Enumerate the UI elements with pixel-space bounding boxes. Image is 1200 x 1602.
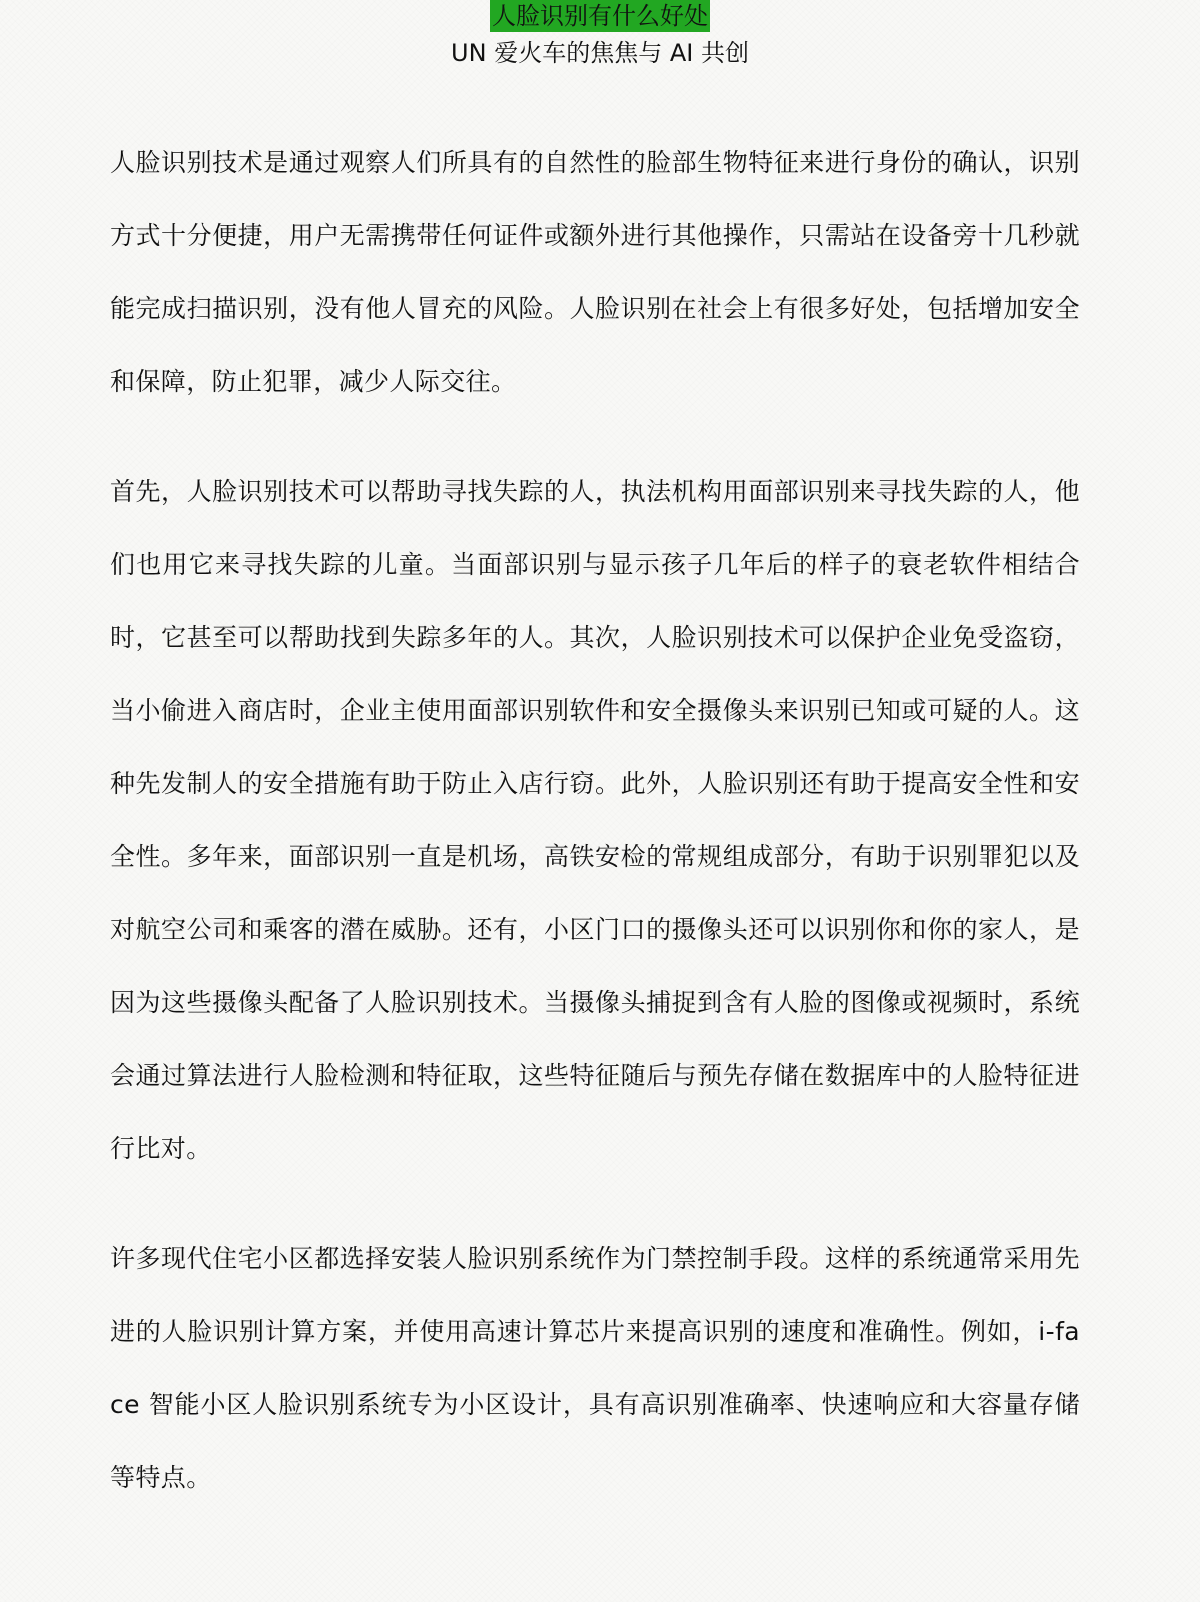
- document-title: 人脸识别有什么好处: [492, 2, 708, 30]
- paragraph-intro: 人脸识别技术是通过观察人们所具有的自然性的脸部生物特征来进行身份的确认，识别方式十分便捷，用户无需携带任何证件或额外进行其他操作，只需站在设备旁十几秒就能完成扫描识别，没有他人冒充的风险。人脸识别在社会上有很多好处，包括增加安全和保障，防止犯罪，减少人际交往。: [110, 148, 1080, 396]
- paragraph-benefits: 首先，人脸识别技术可以帮助寻找失踪的人，执法机构用面部识别来寻找失踪的人，他们也用它来寻找失踪的儿童。当面部识别与显示孩子几年后的样子的衰老软件相结合时，它甚至可以帮助找到失踪多年的人。其次，人脸识别技术可以保护企业免受盗窃，当小偷进入商店时，企业主使用面部识别软件和安全摄像头来识别已知或可疑的人。这种先发制人的安全措施有助于防止入店行窃。此外，人脸识别还有助于提高安全性和安全性。多年来，面部识别一直是机场，高铁安检的常规组成部分，有助于识别罪犯以及对航空公司和乘客的潜在威胁。还有，小区门口的摄像头还可以识别你和你的家人，是因为这些摄像头配备了人脸识别技术。当摄像头捕捉到含有人脸的图像或视频时，系统会通过算法进行人脸检测和特征取，这些特征随后与预先存储在数据库中的人脸特征进行比对。: [110, 477, 1080, 1163]
- paragraph-residential: 许多现代住宅小区都选择安装人脸识别系统作为门禁控制手段。这样的系统通常采用先进的人脸识别计算方案，并使用高速计算芯片来提高识别的速度和准确性。例如，i-face 智能小区人脸识别系统专为小区设计，具有高识别准确率、快速响应和大容量存储等特点。: [110, 1244, 1080, 1492]
- document-body: [110, 126, 1080, 1551]
- document-author: UN 爱火车的焦焦与 AI 共创: [451, 39, 749, 67]
- document-header: [0, 0, 1200, 68]
